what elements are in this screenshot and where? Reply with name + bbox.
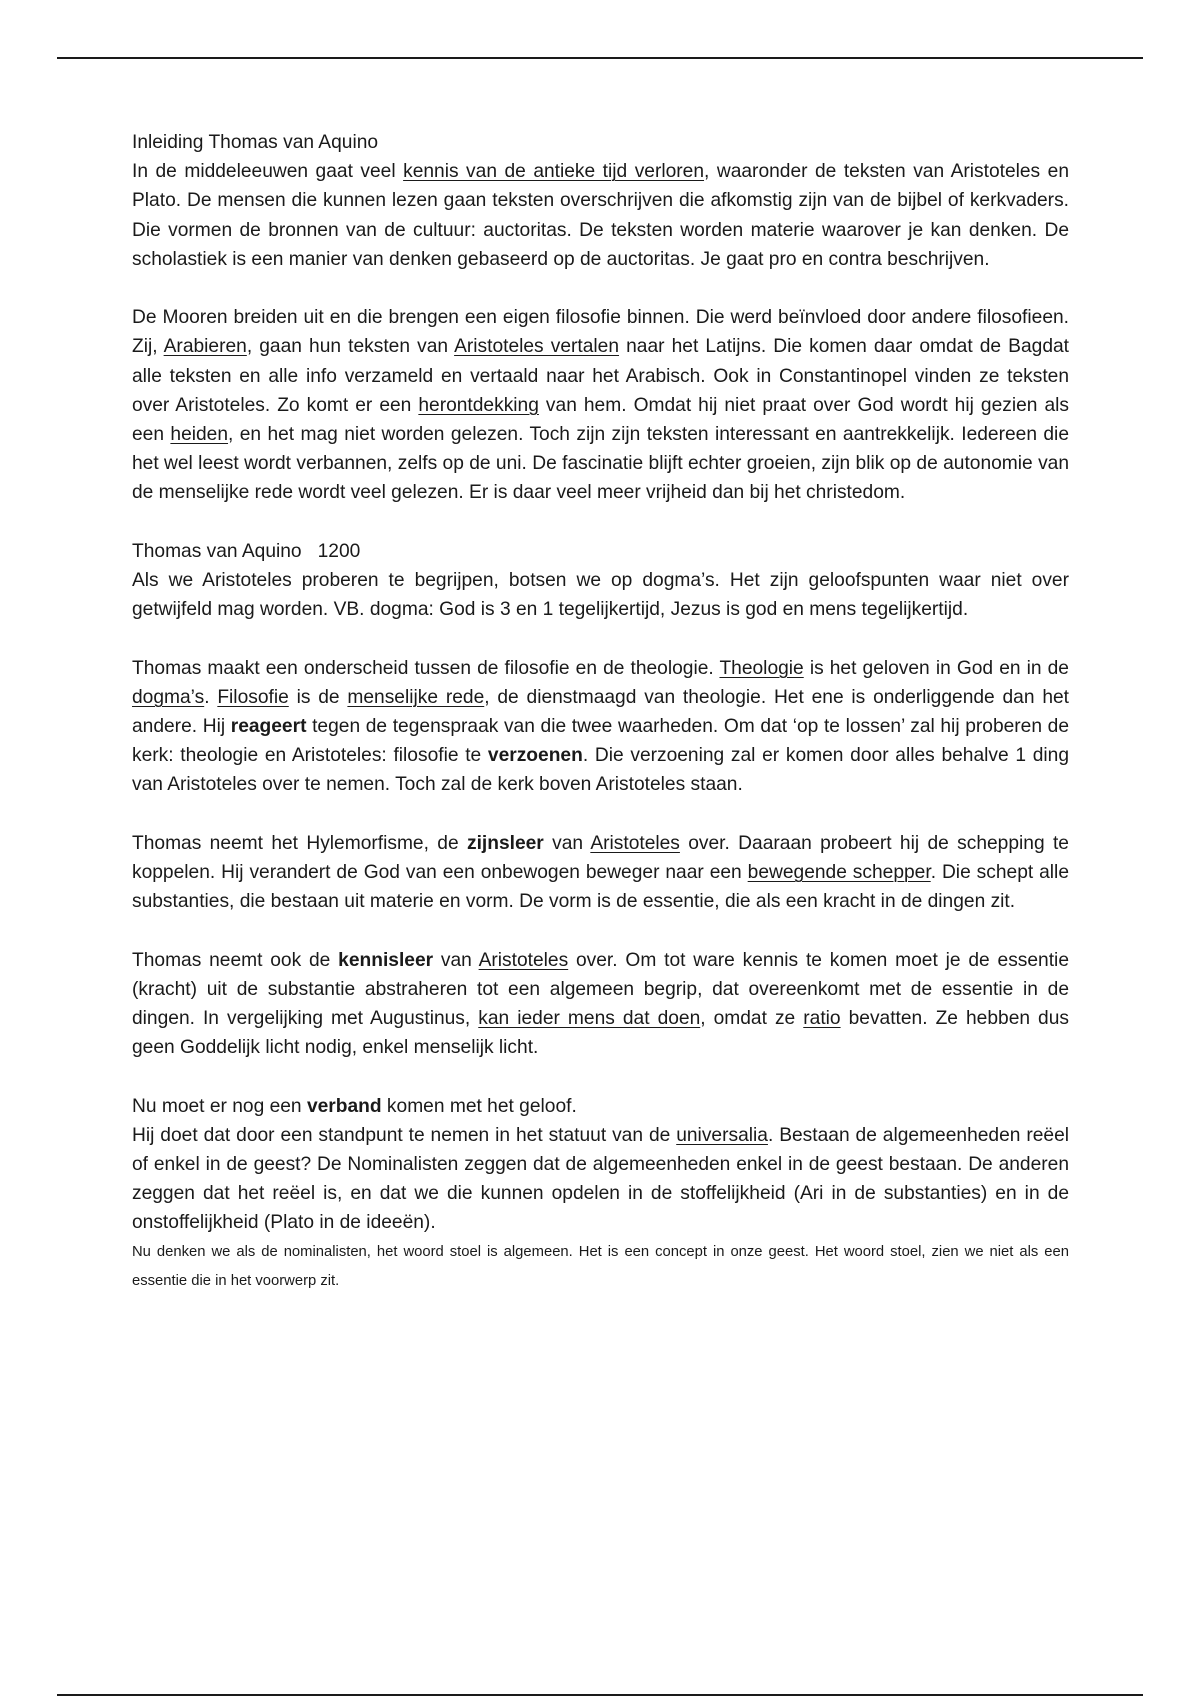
text: . Die verzoening zal er komen door alles behalve 1 ding van Aristoteles over te nemen. Toch zal de kerk boven Aristoteles staan. [132,745,1069,796]
paragraph-intro [132,128,1069,274]
text: . Bestaan de algemeenheden reëel of enkel in de geest? De Nominalisten zeggen dat de algemeenheden enkel in de geest bestaan. De anderen zeggen dat het reëel is, en dat we die kunnen opdelen in de stoffelijkheid (Ari in de substanties) en in de onstoffelijkheid (Plato in de ideeën). [132,1124,1070,1234]
underlined-text: Aristoteles [590,832,680,854]
underlined-text: bewegende schepper [747,862,931,884]
paragraph-onderscheid [132,654,1069,800]
underlined-text: heiden [170,424,229,446]
verband-intro-line [132,1092,1069,1121]
text: , gaan hun teksten van [246,336,455,358]
text: Thomas maakt een onderscheid tussen de filosofie en de theologie. [132,657,720,679]
underlined-text: kennis van de antieke tijd verloren [403,161,705,183]
bold-text: zijnsleer [466,832,544,854]
text: , en het mag niet worden gelezen. Toch zijn zijn teksten interessant en aantrekkelijk. Iedereen die het wel leest wordt verbannen, zelfs op de uni. De fascinatie blijft echter groeien, zijn blik op de autonomie van de menselijke rede wordt veel gelezen. Er is daar veel meer vrijheid dan bij het christedom. [132,424,1069,504]
text: Thomas neemt het Hylemorfisme, de [132,832,467,854]
paragraph-mooren [132,303,1069,507]
text: De Mooren breiden uit en die brengen een eigen filosofie binnen. Die werd beïnvloed door andere filosofieen. Zij, [132,307,1069,358]
bold-text: reageert [230,716,307,738]
document-body [132,128,1069,1325]
text: Thomas neemt ook de [132,949,339,971]
underlined-text: Aristoteles [478,949,569,971]
underlined-text: herontdekking [418,394,539,416]
heading-thomas [132,537,1069,566]
underlined-text: menselijke rede [347,686,485,708]
text: is de [288,686,348,708]
underlined-text: ratio [803,1008,841,1030]
text: Hij doet dat door een standpunt te nemen in het statuut van de [132,1124,677,1146]
text: , waaronder de teksten van Aristoteles en Plato. De mensen die kunnen lezen gaan teksten overschrijven die afkomstig zijn van de bijbel of kerkvaders. Die vormen de bronnen van de cultuur: auctoritas. De teksten worden materie waarover je kan denken. De scholastiek is een manier van denken gebaseerd op de auctoritas. Je gaat pro en contra beschrijven. [132,161,1069,270]
bold-text: verzoenen [487,745,583,767]
text: van hem. Omdat hij niet praat over God wordt hij gezien als een [132,394,1069,446]
text: komen met het geloof. [381,1095,577,1117]
underlined-text: kan ieder mens dat doen [478,1008,701,1030]
bottom-rule [57,1694,1143,1696]
text: , de dienstmaagd van theologie. Het ene is onderliggende dan het andere. Hij [132,686,1069,738]
paragraph-kennisleer [132,946,1069,1063]
text: van [543,832,591,854]
heading-text: Thomas van Aquino [132,540,302,562]
paragraph-verband [132,1092,1069,1238]
paragraph-small-note: Nu denken we als de nominalisten, het woord stoel is algemeen. Het is een concept in onze geest. Het woord stoel, zien we niet als een essentie die in het voorwerp zit. [132,1243,1069,1289]
text: In de middeleeuwen gaat veel [132,161,404,183]
underlined-text: Filosofie [217,686,289,708]
text: Als we Aristoteles proberen te begrijpen, botsen we op dogma’s. Het zijn geloofspunten waar niet over getwijfeld mag worden. VB. dogma: God is 3 en 1 tegelijkertijd, Jezus is god en mens tegelijkertijd. [132,570,1069,621]
text: bevatten. Ze hebben dus geen Goddelijk licht nodig, enkel menselijk licht. [132,1008,1069,1059]
underlined-text: Arabieren [163,336,247,358]
underlined-text: Theologie [719,657,804,679]
text: over. Daaraan probeert hij de schepping te koppelen. Hij verandert de God van een onbewogen beweger naar een [132,832,1069,884]
paragraph-zijnsleer [132,829,1069,917]
text: Nu moet er nog een [132,1095,307,1117]
paragraph-thomas [132,537,1069,625]
underlined-text: dogma’s [132,686,205,708]
text: naar het Latijns. Die komen daar omdat de Bagdat alle teksten en alle info verzameld en vertaald naar het Arabisch. Ook in Constantinopel vinden ze teksten over Aristoteles. Zo komt er een [132,336,1069,416]
text: . Die schept alle substanties, die bestaan uit materie en vorm. De vorm is de essentie, die als een kracht in de dingen zit. [132,862,1069,913]
top-rule [57,57,1143,59]
underlined-text: Aristoteles vertalen [454,336,620,358]
text: . [204,686,218,708]
text: is het geloven in God en in de [803,657,1069,679]
text: van [433,949,479,971]
heading-year: 1200 [317,540,361,562]
text: , omdat ze [700,1008,804,1030]
bold-text: kennisleer [338,949,434,971]
heading-intro: Inleiding Thomas van Aquino [132,132,379,153]
underlined-text: universalia [676,1124,768,1146]
text: tegen de tegenspraak van die twee waarheden. Om dat ‘op te lossen’ zal hij proberen de kerk: theologie en Aristoteles: filosofie te [132,716,1069,767]
text: over. Om tot ware kennis te komen moet je de essentie (kracht) uit de substantie abstraheren tot een algemeen begrip, dat overeenkomt met de essentie in de dingen. In vergelijking met Augustinus, [132,949,1069,1030]
bold-text: verband [306,1095,382,1117]
